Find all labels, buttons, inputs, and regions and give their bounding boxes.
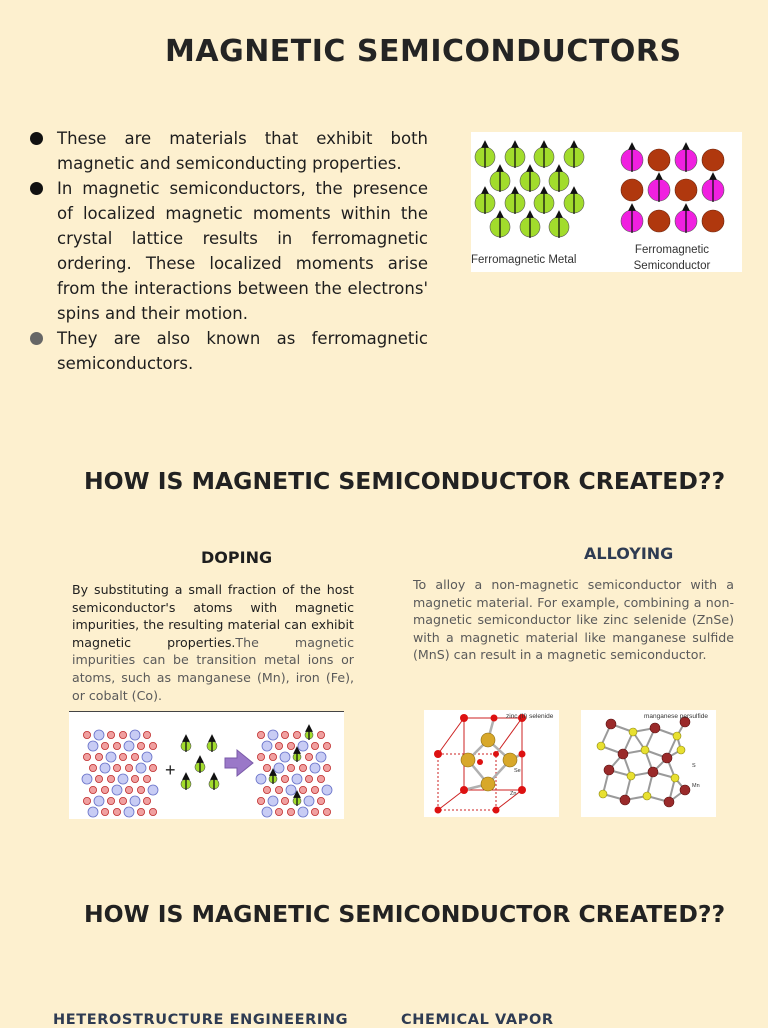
manganese-atom-icon [648,767,658,777]
atom-icon [323,764,330,771]
atom-icon [281,731,288,738]
spin-arrow-icon [564,190,584,214]
atom-icon [311,786,318,793]
atom-icon [95,753,102,760]
atom-icon [305,775,312,782]
atom-icon [311,808,318,815]
spin-arrow-icon [564,144,584,168]
atom-icon [317,731,324,738]
doping-heading: DOPING [201,548,273,567]
bullet-item: These are materials that exhibit both magnetic and semiconducting properties. [30,126,428,176]
atom-icon [317,775,324,782]
atom-icon [89,786,96,793]
atom-icon [130,796,140,806]
atom-icon [257,731,264,738]
semiconductor-spin-grid [621,146,724,233]
atom-icon [94,730,104,740]
atom-icon [316,752,326,762]
bullet-dot-icon [30,332,43,345]
atom-icon [310,763,320,773]
atom-icon [293,731,300,738]
atom-icon [94,796,104,806]
atom-icon [268,730,278,740]
ion-icon [648,210,670,232]
spin-arrow-icon [305,728,313,740]
atom-icon [323,742,330,749]
spin-arrow-icon [505,144,525,168]
zinc-selenide-structure-image [424,710,559,817]
atom-icon [257,753,264,760]
spin-arrow-icon [269,772,277,784]
atom-icon [304,796,314,806]
atom-icon [83,753,90,760]
atom-icon [148,785,158,795]
sulfur-atom-icon [671,774,679,782]
znse-caption: zinc (II) selenide [506,713,554,720]
atom-icon [287,808,294,815]
sulfur-atom-icon [641,746,649,754]
atom-icon [298,807,308,817]
spin-lattice-diagram [471,132,742,272]
atom-icon [88,741,98,751]
atom-icon [113,808,120,815]
ion-icon [648,149,670,171]
sulfur-atom-icon [627,772,635,780]
manganese-atom-icon [620,795,630,805]
mns2-crystal-diagram [581,710,716,817]
atom-icon [281,775,288,782]
atom-icon [305,753,312,760]
atom-icon [82,774,92,784]
arrow-right-icon [225,750,253,776]
page-title: MAGNETIC SEMICONDUCTORS [165,34,682,69]
manganese-atom-icon [606,719,616,729]
spin-arrow-icon [181,738,191,752]
spin-arrow-icon [549,214,569,238]
host-lattice [82,730,158,817]
doping-process-figure [69,711,344,819]
atom-icon [281,797,288,804]
atom-icon [274,763,284,773]
atom-icon [287,742,294,749]
atom-icon [323,808,330,815]
spin-arrow-icon [209,776,219,790]
bullet-item: In magnetic semiconductors, the presence of localized magnetic moments within the crystal lattice results in ferromagnetic ordering. These localized moments arise from the interactions between the electrons' spins and their motion. [30,176,428,326]
manganese-atom-icon [664,797,674,807]
sulfur-atom-icon [599,790,607,798]
atom-icon [257,797,264,804]
znse-crystal-diagram [424,710,559,817]
atom-icon [137,742,144,749]
spin-arrow-icon [702,176,724,202]
spin-arrow-icon [534,144,554,168]
atom-icon [322,785,332,795]
atom-icon [95,775,102,782]
atom-icon [143,775,150,782]
atom-icon [106,752,116,762]
atom-icon [101,742,108,749]
atom-icon [119,731,126,738]
impurity-spins [181,738,219,790]
atom-icon [269,753,276,760]
atom-icon [263,786,270,793]
atom-icon [83,731,90,738]
atom-icon [137,786,144,793]
intro-bullet-list [30,126,428,376]
spin-arrow-icon [490,214,510,238]
alloying-heading: ALLOYING [584,544,674,563]
doping-description: By substituting a small fraction of the host semiconductor's atoms with magnetic impurities, the resulting material can exhibit magnetic properties.The magnetic impurities can be transition metal ions or atoms, such as manganese (Mn), iron (Fe), or cobalt (Co). [72,582,354,703]
ion-icon [621,179,643,201]
atom-icon [298,741,308,751]
section-title-creation-2: HOW IS MAGNETIC SEMICONDUCTOR CREATED?? [84,900,726,928]
svg-text:Se: Se [514,768,521,774]
semiconductor-label-1: Ferromagnetic [634,244,710,256]
atom-icon [131,775,138,782]
sulfur-atom-icon [629,728,637,736]
spin-arrow-icon [549,168,569,192]
svg-text:S: S [692,763,696,769]
atom-icon [149,808,156,815]
manganese-atom-icon [650,723,660,733]
atom-icon [107,775,114,782]
atom-icon [136,763,146,773]
atom-icon [262,807,272,817]
atom-icon [131,753,138,760]
metal-spin-grid [475,144,584,238]
atom-icon [100,763,110,773]
alloying-description: To alloy a non-magnetic semiconductor with a magnetic material. For example, combining a non-magnetic semiconductor like zinc selenide (ZnSe) with a magnetic material like manganese sulfide (MnS) can result in a magnetic semiconductor. [413,577,734,663]
atom-icon [101,786,108,793]
atom-icon [124,807,134,817]
spin-arrow-icon [181,776,191,790]
spin-arrow-icon [207,738,217,752]
svg-text:Zn: Zn [510,791,517,797]
atom-icon [262,741,272,751]
sulfur-atom-icon [673,732,681,740]
ion-icon [675,179,697,201]
atom-icon [286,785,296,795]
spin-arrow-icon [520,214,540,238]
atom-icon [124,741,134,751]
spin-arrow-icon [293,794,301,806]
atom-icon [125,764,132,771]
atom-icon [107,797,114,804]
doping-diagram [69,712,344,819]
manganese-atom-icon [680,785,690,795]
atom-icon [113,764,120,771]
atom-icon [83,797,90,804]
atom-icon [119,753,126,760]
spin-arrow-icon [293,750,301,762]
mns-caption: manganese persulfide [644,713,708,720]
spin-arrow-icon [195,759,205,773]
atom-icon [101,808,108,815]
atom-icon [112,785,122,795]
atom-icon [299,764,306,771]
semiconductor-label-2: Semiconductor [633,260,711,272]
spin-arrow-icon [490,168,510,192]
manganese-persulfide-structure-image [581,710,716,817]
bullet-dot-icon [30,132,43,145]
spin-arrow-icon [648,176,670,202]
sulfur-atom-icon [677,746,685,754]
atom-icon [275,786,282,793]
manganese-atom-icon [618,749,628,759]
atom-icon [292,774,302,784]
manganese-atom-icon [604,765,614,775]
atom-icon [137,808,144,815]
heterostructure-heading: HETEROSTRUCTURE ENGINEERING [53,1012,349,1028]
doped-lattice [256,728,332,817]
spin-arrow-icon [475,190,495,214]
spin-arrow-icon [621,146,643,172]
atom-icon [143,797,150,804]
atom-icon [317,797,324,804]
atom-icon [113,742,120,749]
spin-arrow-icon [505,190,525,214]
manganese-atom-icon [662,753,672,763]
sulfur-atom-icon [597,742,605,750]
atom-icon [263,764,270,771]
spin-arrow-icon [675,207,697,233]
atom-icon [311,742,318,749]
ion-icon [702,149,724,171]
spin-arrow-icon [475,144,495,168]
spin-arrow-icon [534,190,554,214]
atom-icon [275,742,282,749]
atom-icon [280,752,290,762]
bullet-dot-icon [30,182,43,195]
atom-icon [118,774,128,784]
spin-arrow-icon [520,168,540,192]
atom-icon [119,797,126,804]
bullet-item: They are also known as ferromagnetic semiconductors. [30,326,428,376]
spin-arrow-icon [621,207,643,233]
atom-icon [149,764,156,771]
atom-icon [142,752,152,762]
atom-icon [149,742,156,749]
sulfur-atom-icon [643,792,651,800]
svg-text:Mn: Mn [692,783,700,789]
atom-icon [89,764,96,771]
ferromagnetic-comparison-figure [471,132,742,272]
atom-icon [287,764,294,771]
atom-icon [256,774,266,784]
chemical-vapor-heading: CHEMICAL VAPOR [401,1012,554,1028]
atom-icon [299,786,306,793]
atom-icon [130,730,140,740]
atom-icon [268,796,278,806]
atom-icon [88,807,98,817]
plus-icon: + [165,760,176,780]
metal-label: Ferromagnetic Metal [471,254,577,266]
atom-icon [275,808,282,815]
spin-arrow-icon [675,146,697,172]
ion-icon [702,210,724,232]
atom-icon [143,731,150,738]
section-title-creation: HOW IS MAGNETIC SEMICONDUCTOR CREATED?? [84,467,726,495]
atom-icon [125,786,132,793]
atom-icon [107,731,114,738]
